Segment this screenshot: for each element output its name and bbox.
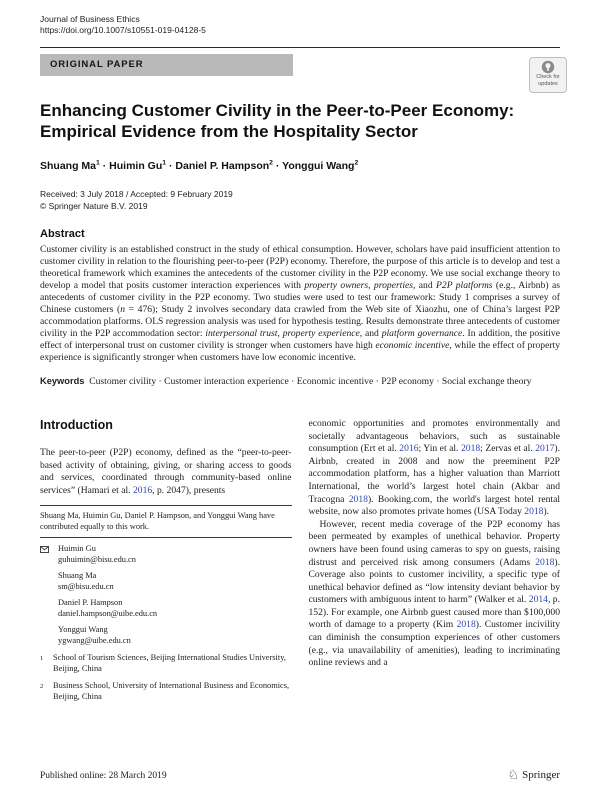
- contact-entry: [40, 597, 292, 619]
- citation-link[interactable]: 2018: [460, 443, 481, 455]
- affiliation-text: School of Tourism Sciences, Beijing International Studies University, Beijing, China: [53, 653, 286, 674]
- footnote-rule-bottom: [40, 537, 292, 538]
- article-type-badge: ORIGINAL PAPER: [40, 54, 293, 76]
- contact-name: Huimin Gu: [58, 544, 96, 554]
- intro-paragraph-left: The peer-to-peer (P2P) economy, defined as the “peer-to-peer-based activity of obtaining, giving, or sharing access to goods and services, coordinated through community-based online services” (Hamari et al. 2016, p. 2047), presents: [40, 446, 292, 496]
- check-updates-icon: [541, 60, 555, 74]
- body-paragraph-1: economic opportunities and promotes environmentally and societally advantageous behaviors, such as sustainable consumption (Ert et al. 2016; Yin et al. 2018; Zervas et al. 2017). Airbnb, created in 2008 and now the preeminent P2P accommodation platform, has a higher valuation than Marriott International, the world’s largest hotel chain (Akbar and Tracogna 2018). Booking.com, the world's largest hotel rental website, now also promotes private homes (USA Today 2018).: [308, 417, 561, 518]
- contact-entry: [40, 570, 292, 592]
- check-updates-label-1: Check for: [536, 74, 560, 80]
- contact-name: Daniel P. Hampson: [58, 598, 123, 608]
- citation-link[interactable]: 2018: [524, 506, 544, 518]
- citation-link[interactable]: 2018: [456, 619, 476, 631]
- contact-email[interactable]: sm@bisu.edu.cn: [58, 582, 114, 592]
- affiliation-text: Business School, University of International Business and Economics, Beijing, China: [53, 681, 290, 702]
- header-rule: [40, 47, 560, 48]
- springer-wordmark: Springer: [522, 769, 560, 781]
- affiliation-number: 1: [40, 655, 44, 663]
- check-updates-label-2: updates: [538, 80, 558, 87]
- affiliation-entry: [40, 652, 292, 674]
- abstract-heading: Abstract: [40, 228, 85, 240]
- received-accepted: Received: 3 July 2018 / Accepted: 9 February 2019: [40, 189, 233, 199]
- published-online: Published online: 28 March 2019: [40, 771, 167, 781]
- contact-email[interactable]: daniel.hampson@uibe.edu.cn: [58, 609, 158, 619]
- corresponding-author: [40, 543, 292, 565]
- contact-email[interactable]: guhuimin@bisu.edu.cn: [58, 555, 136, 565]
- keywords-line: [40, 375, 560, 389]
- citation-link[interactable]: 2016: [132, 484, 153, 496]
- affiliation-entry: [40, 680, 292, 702]
- body-paragraph-2: However, recent media coverage of the P2P economy has been permeated by examples of unethical behavior. Property owners have been found using cameras to spy on guests, raising distrust and perceived risk among consumers (Adams 2018). Coverage also points to customer incivility, a specific type of unethical behavior defined as “low intensity deviant behavior by customers with ambiguous intent to harm” (Walker et al. 2014, p. 152). For example, one Airbnb guest caused more than $100,000 worth of damage to a property (Kim 2018). Customer incivility can diminish the consumption experiences of other customers (e.g., via unavailability of amenities), leading to incriminating online reviews and a: [308, 518, 560, 669]
- check-for-updates-button[interactable]: [529, 57, 567, 93]
- keywords-label: Keywords: [40, 376, 85, 387]
- doi-text: https://doi.org/10.1007/s10551-019-04128-5: [40, 25, 206, 35]
- citation-link[interactable]: 2014: [528, 594, 548, 606]
- contact-name: Yonggui Wang: [58, 625, 108, 635]
- journal-name: Journal of Business Ethics: [40, 14, 140, 24]
- springer-logo: [507, 769, 560, 781]
- abstract-body: Customer civility is an established construct in the study of ethical consumption. However, scholars have paid insufficient attention to customer civility in relation to the flourishing peer-to-peer (P2P) economy. Therefore, the purpose of this article is to develop and test a theoretical framework which examines the antecedents of the customer civility in the P2P economy. We use social exchange theory to develop a model that posits customer interaction experiences with property owners, properties, and P2P platforms (e.g., Airbnb) as antecedents of customer civility in the P2P economy. Two studies were used to test our framework: Study 1 comprises a survey of Chinese customers (n = 476); Study 2 involves secondary data crawled from the Web site of Xiaozhu, one of China’s largest P2P accommodation platforms. OLS regression analysis was used for hypothesis testing. Results demonstrate three antecedents of customer civility in the P2P accommodation sector: interpersonal trust, property experience, and platform governance. In addition, the positive effect of interpersonal trust on customer civility is stronger when customers have high economic incentive, while the effect of property experience is significantly stronger when customers have low economic incentive.: [40, 244, 560, 364]
- footnote-block: [40, 505, 292, 702]
- citation-link[interactable]: 2018: [348, 493, 368, 505]
- citation-link[interactable]: 2016: [399, 443, 419, 455]
- equal-contribution-note: Shuang Ma, Huimin Gu, Daniel P. Hampson, and Yonggui Wang have contributed equally to this work.: [40, 511, 275, 532]
- page-title: Enhancing Customer Civility in the Peer-to-Peer Economy: Empirical Evidence from the Hospitality Sector: [40, 101, 515, 141]
- keywords-text: Customer civility · Customer interaction experience · Economic incentive · P2P economy · Social exchange theory: [89, 376, 532, 388]
- citation-link[interactable]: 2017: [535, 443, 555, 455]
- contact-email[interactable]: ygwang@uibe.edu.cn: [58, 636, 131, 646]
- envelope-icon: [40, 545, 49, 556]
- citation-link[interactable]: 2018: [535, 556, 555, 568]
- contact-name: Shuang Ma: [58, 571, 97, 581]
- contact-entry: [40, 624, 292, 646]
- affiliation-number: 2: [40, 683, 44, 691]
- footnote-rule-top: [40, 505, 292, 506]
- author-list: Shuang $Ma^1 \cdot Huimin$ $Gu^1$ · Daniel P. Hampson$^2$ · Yonggui Wang$^2$: [40, 159, 359, 172]
- springer-knight-icon: ♘: [507, 767, 520, 782]
- section-heading-introduction: Introduction: [40, 417, 113, 432]
- copyright-line: © Springer Nature B.V. 2019: [40, 200, 148, 211]
